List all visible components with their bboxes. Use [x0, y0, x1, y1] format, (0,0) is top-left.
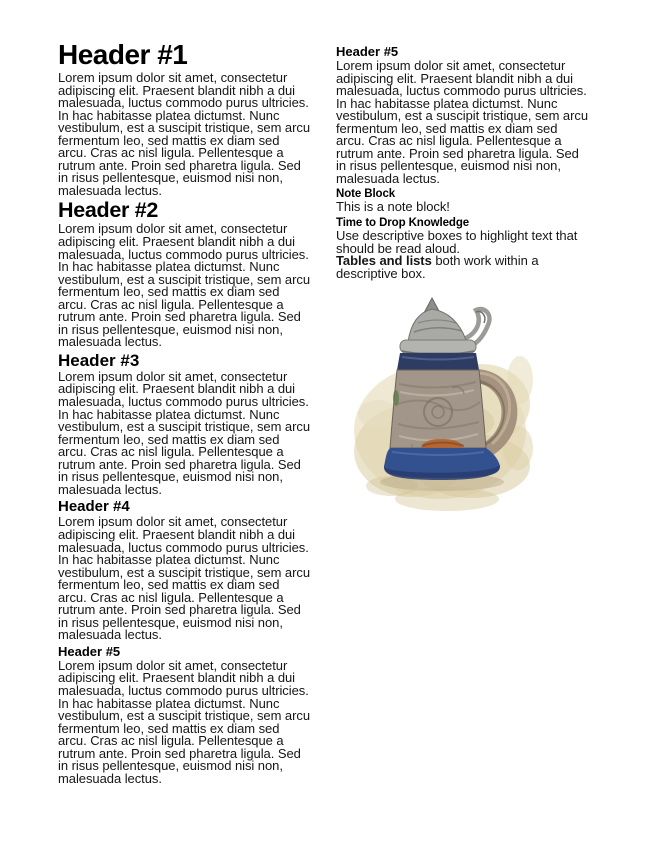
note-block-heading: Note Block	[336, 188, 396, 201]
body-paragraph: Lorem ipsum dolor sit amet, consectetur adipiscing elit. Praesent blandit nibh a dui malesuada, luctus commodo purus ultricies. In hac habitasse platea dictumst. Nunc vestibulum, est a suscipit tristique, sem arcu fermentum leo, sed mattis ex diam sed arcu. Cras ac nisl ligula. Pellentesque a rutrum ante. Proin sed pharetra ligula. Sed in risus pellentesque, euismod nisi non, malesuada lectus.	[58, 657, 311, 786]
section-header-5-continued	[336, 45, 589, 185]
body-paragraph: Lorem ipsum dolor sit amet, consectetur adipiscing elit. Praesent blandit nibh a dui malesuada, luctus commodo purus ultricies. In hac habitasse platea dictumst. Nunc vestibulum, est a suscipit tristique, sem arcu fermentum leo, sed mattis ex diam sed arcu. Cras ac nisl ligula. Pellentesque a rutrum ante. Proin sed pharetra ligula. Sed in risus pellentesque, euismod nisi non, malesuada lectus.	[336, 58, 589, 186]
section-heading-h5: Header #5	[336, 44, 399, 59]
section-heading-h2: Header #2	[58, 198, 159, 223]
knowledge-text: Use descriptive boxes to highlight text that should be read aloud.	[336, 228, 578, 256]
tables-lists-bold: Tables and lists	[336, 253, 432, 269]
stein-base	[384, 448, 500, 480]
stein-lid	[400, 298, 476, 355]
body-paragraph: Lorem ipsum dolor sit amet, consectetur adipiscing elit. Praesent blandit nibh a dui malesuada, luctus commodo purus ultricies. In hac habitasse platea dictumst. Nunc vestibulum, est a suscipit tristique, sem arcu fermentum leo, sed mattis ex diam sed arcu. Cras ac nisl ligula. Pellentesque a rutrum ante. Proin sed pharetra ligula. Sed in risus pellentesque, euismod nisi non, malesuada lectus.	[58, 221, 311, 350]
tables-lists-rest: both work within a descriptive box.	[336, 253, 539, 281]
body-paragraph: Lorem ipsum dolor sit amet, consectetur adipiscing elit. Praesent blandit nibh a dui malesuada, luctus commodo purus ultricies. In hac habitasse platea dictumst. Nunc vestibulum, est a suscipit tristique, sem arcu fermentum leo, sed mattis ex diam sed arcu. Cras ac nisl ligula. Pellentesque a rutrum ante. Proin sed pharetra ligula. Sed in risus pellentesque, euismod nisi non, malesuada lectus.	[58, 70, 311, 198]
body-paragraph: Lorem ipsum dolor sit amet, consectetur adipiscing elit. Praesent blandit nibh a dui malesuada, luctus commodo purus ultricies. In hac habitasse platea dictumst. Nunc vestibulum, est a suscipit tristique, sem arcu fermentum leo, sed mattis ex diam sed arcu. Cras ac nisl ligula. Pellentesque a rutrum ante. Proin sed pharetra ligula. Sed in risus pellentesque, euismod nisi non, malesuada lectus.	[58, 368, 311, 497]
left-column	[58, 39, 311, 786]
section-header-1	[58, 39, 311, 198]
section-header-2	[58, 200, 311, 348]
knowledge-heading: Time to Drop Knowledge	[336, 217, 470, 230]
beer-stein-illustration	[352, 296, 538, 518]
section-heading-h4: Header #4	[58, 498, 130, 516]
stein-body	[390, 370, 486, 458]
stein-top-band	[397, 353, 479, 370]
note-block-text: This is a note block!	[336, 199, 450, 215]
body-paragraph: Lorem ipsum dolor sit amet, consectetur adipiscing elit. Praesent blandit nibh a dui malesuada, luctus commodo purus ultricies. In hac habitasse platea dictumst. Nunc vestibulum, est a suscipit tristique, sem arcu fermentum leo, sed mattis ex diam sed arcu. Cras ac nisl ligula. Pellentesque a rutrum ante. Proin sed pharetra ligula. Sed in risus pellentesque, euismod nisi non, malesuada lectus.	[58, 514, 311, 643]
knowledge-section	[336, 217, 589, 280]
section-header-3	[58, 352, 311, 496]
note-block-section	[336, 188, 589, 214]
beer-stein-svg	[352, 296, 538, 518]
section-heading-h5: Header #5	[58, 643, 121, 659]
right-column	[336, 42, 589, 280]
section-header-5	[58, 645, 311, 785]
section-header-4	[58, 499, 311, 641]
tables-lists-line	[336, 255, 589, 280]
section-heading-h1: Header #1	[58, 39, 188, 70]
section-heading-h3: Header #3	[58, 350, 140, 370]
